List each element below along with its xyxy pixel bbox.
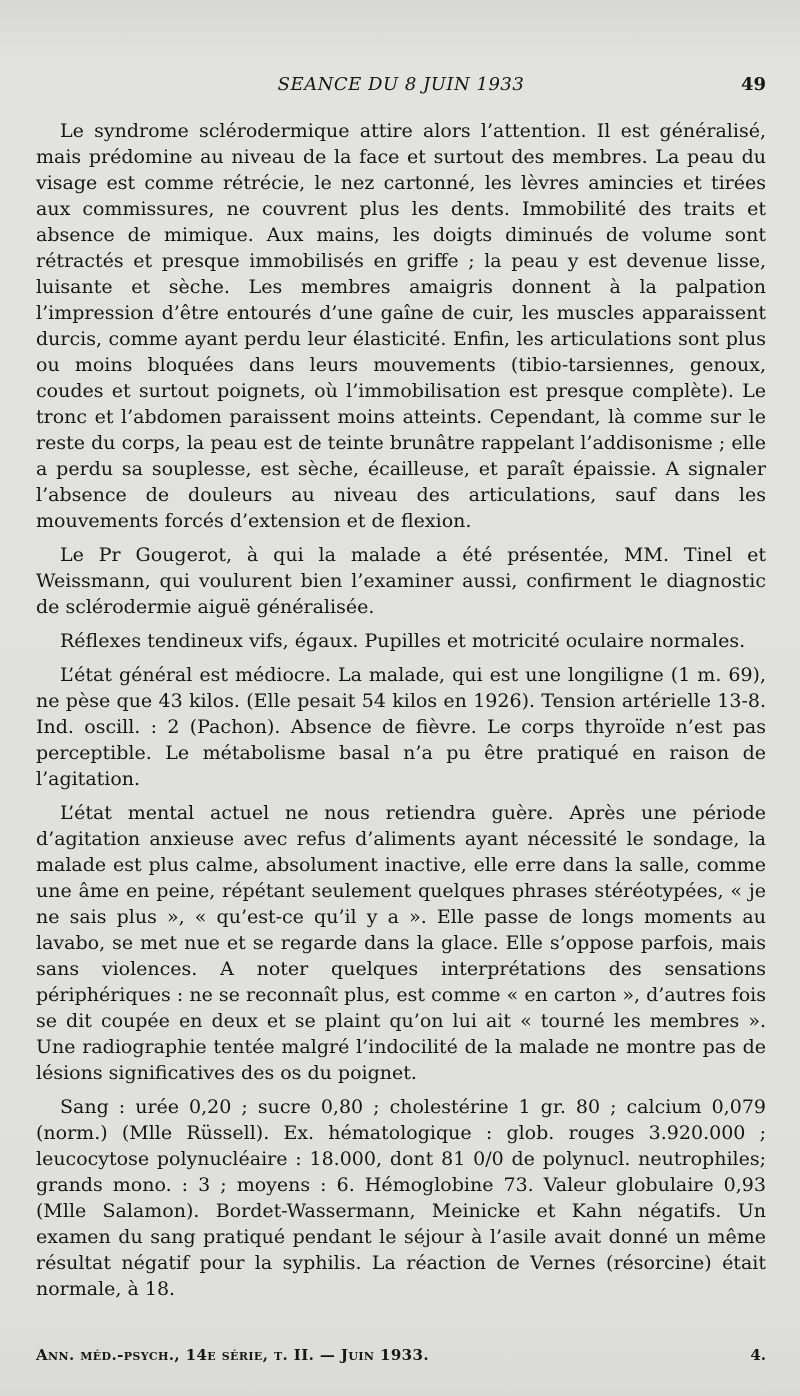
paragraph-syndrome: Le syndrome sclérodermique attire alors l’attention. Il est généralisé, mais prédomine au niveau de la face et surtout des membres. La peau du visage est comme rétrécie, le nez cartonné, les lèvres amincies et tirées aux commissures, ne couvrent plus les dents. Immobilité des traits et absence de mimique. Aux mains, les doigts diminués de volume sont rétractés et presque immobilisés en griffe ; la peau y est devenue lisse, luisante et sèche. Les membres amaigris donnent à la palpation l’impression d’être entourés d’une gaîne de cuir, les muscles apparaissent durcis, comme ayant perdu leur élasticité. Enfin, les articulations sont plus ou moins bloquées dans leurs mouvements (tibio-tarsiennes, genoux, coudes et surtout poignets, où l’immobilisation est presque complète). Le tronc et l’abdomen paraissent moins atteints. Cependant, là comme sur le reste du corps, la peau est de teinte brunâtre rappelant l’addisonisme ; elle a perdu sa souplesse, est sèche, écailleuse, et paraît épaissie. A signaler l’absence de douleurs au niveau des articulations, sauf dans les mouvements forcés d’extension et de flexion. bbox=[36, 120, 766, 532]
paragraph-reflexes: Réflexes tendineux vifs, égaux. Pupilles et motricité oculaire normales. bbox=[60, 630, 746, 652]
body-text bbox=[36, 118, 766, 1310]
paragraph-general-state: L’état général est médiocre. La malade, qui est une longiligne (1 m. 69), ne pèse que 43 kilos. (Elle pesait 54 kilos en 1926). Tension artérielle 13-8. Ind. oscill. : 2 (Pachon). Absence de fièvre. Le corps thyroïde n’est pas perceptible. Le métabolisme basal n’a pu être pratiqué en raison de l’agitation. bbox=[36, 664, 766, 790]
running-head bbox=[36, 72, 766, 100]
page-number: 49 bbox=[740, 74, 766, 95]
paragraph-mental-state: L’état mental actuel ne nous retiendra guère. Après une période d’agitation anxieuse avec refus d’aliments ayant nécessité le sondage, la malade est plus calme, absolument inactive, elle erre dans la salle, comme une âme en peine, répétant seulement quelques phrases stéréotypées, « je ne sais plus », « qu’est-ce qu’il y a ». Elle passe de longs moments au lavabo, se met nue et se regarde dans la glace. Elle s’oppose parfois, mais sans violences. A noter quelques interprétations des sensations périphériques : ne se reconnaît plus, est comme « en carton », d’autres fois se dit coupée en deux et se plaint qu’on lui ait « tourné les membres ». Une radiographie tentée malgré l’indocilité de la malade ne montre pas de lésions significatives des os du poignet. bbox=[36, 802, 766, 1084]
paragraph-diagnosis: Le Pr Gougerot, à qui la malade a été présentée, MM. Tinel et Weissmann, qui voulurent bien l’examiner aussi, confirment le diagnostic de sclérodermie aiguë généralisée. bbox=[36, 544, 766, 618]
page-title: SEANCE DU 8 JUIN 1933 bbox=[277, 74, 525, 95]
journal-reference: Ann. méd.-psych., 14e série, t. II. — Juin 1933. bbox=[36, 1346, 429, 1364]
paragraph-blood-tests: Sang : urée 0,20 ; sucre 0,80 ; cholestérine 1 gr. 80 ; calcium 0,079 (norm.) (Mlle Rüssell). Ex. hématologique : glob. rouges 3.920.000 ; leucocytose polynucléaire : 18.000, dont 81 0/0 de polynucl. neutrophiles; grands mono. : 3 ; moyens : 6. Hémoglobine 73. Valeur globulaire 0,93 (Mlle Salamon). Bordet-Wassermann, Meinicke et Kahn négatifs. Un examen du sang pratiqué pendant le séjour à l’asile avait donné un même résultat négatif pour la syphilis. La réaction de Vernes (résorcine) était normale, à 18. bbox=[36, 1096, 766, 1300]
page-footer bbox=[36, 1346, 766, 1370]
signature-mark: 4. bbox=[750, 1346, 766, 1364]
